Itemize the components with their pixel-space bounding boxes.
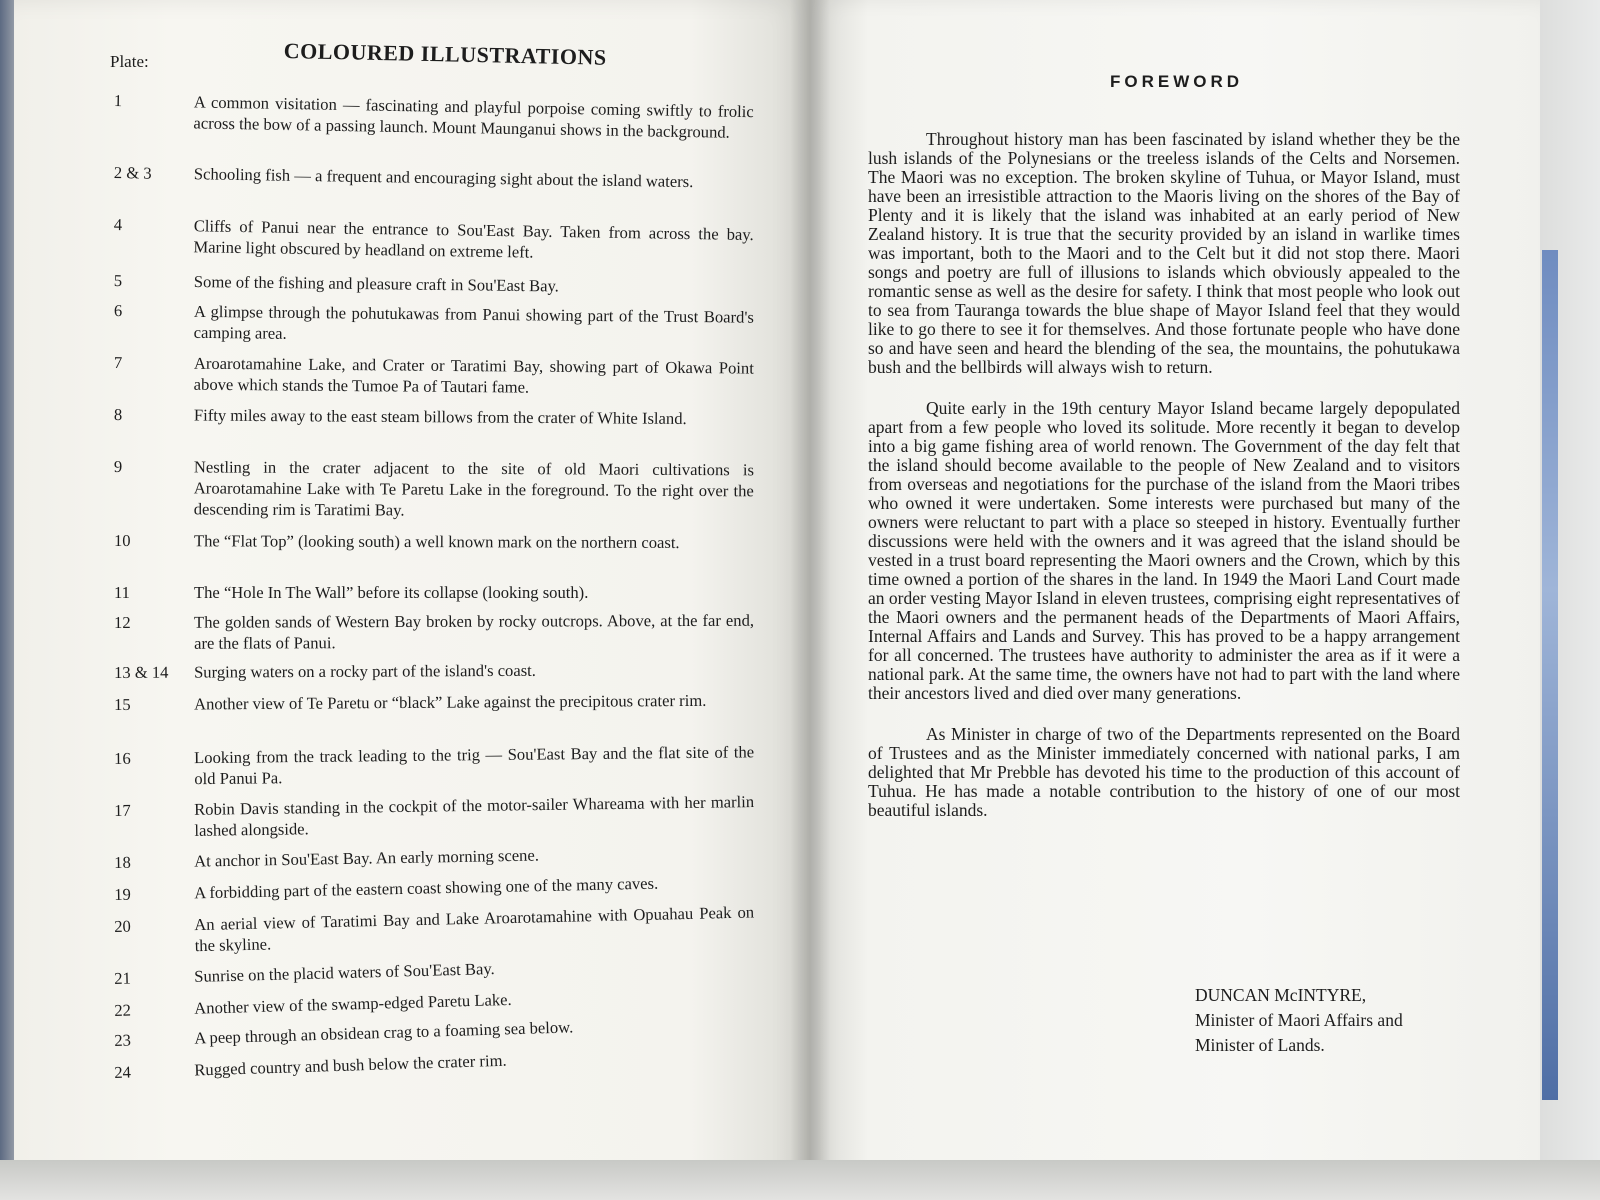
plate-number: 5 xyxy=(113,270,123,291)
signature-name: DUNCAN McINTYRE, xyxy=(1195,985,1367,1005)
plate-description: Schooling fish — a frequent and encouraging sight about the island waters. xyxy=(193,164,694,192)
plate-description: Surging waters on a rocky part of the island's coast. xyxy=(194,660,536,682)
foreword-paragraph-2: Quite early in the 19th century Mayor Island became largely depopulated apart from a few people who loved its solitude. More recently it began to develop into a big game fishing area of world renown. The Government of the day felt that the island should become available to the people of New Zealand and to visitors from overseas and negotiations for the purchase of the island from the Maori tribes who owned it were undertaken. Some interests were purchased but many of the owners were reluctant to part with a place so steeped in history. Eventually further discussions were held with the owners and it was agreed that the island should be vested in a trust board representing the Maori owners and the Crown, which by this time owned a portion of the shares in the land. In 1949 the Maori Land Court made an order vesting Mayor Island in eleven trustees, comprising eight representatives of the Maori owners and the permanent heads of the Departments of Maori Affairs, Internal Affairs and Lands and Survey. This has proved to be a happy arrangement for all concerned. The trustees have authority to administer the area as if it were a national park. At the same time, the owners have not had to part with the land where their ancestors lived and died over many generations. xyxy=(868,398,1460,703)
plate-item xyxy=(113,352,774,397)
table-surface xyxy=(0,1160,1600,1200)
plate-description: The “Hole In The Wall” before its collapse (looking south). xyxy=(194,583,589,602)
plate-description: Rugged country and bush below the crater rim. xyxy=(193,1050,507,1080)
plate-description: Another view of the swamp-edged Paretu Lake. xyxy=(193,989,512,1018)
plate-number: 16 xyxy=(114,748,131,768)
plate-number: 2 & 3 xyxy=(113,162,152,183)
plate-description: The “Flat Top” (looking south) a well known mark on the northern coast. xyxy=(193,531,680,552)
plate-description: A forbidding part of the eastern coast showing one of the many caves. xyxy=(194,873,659,903)
plate-number: 9 xyxy=(113,457,123,477)
plate-item xyxy=(114,659,774,682)
plate-description: A common visitation — fascinating and playful porpoise coming swiftly to frolic across the bow of a passing launch. Mount Maunganui shows in the background. xyxy=(193,92,754,142)
plate-item xyxy=(114,610,774,653)
plate-number: 18 xyxy=(114,852,131,872)
plate-number: 22 xyxy=(114,1000,132,1020)
plate-number: 8 xyxy=(113,404,123,425)
plate-item xyxy=(114,791,774,840)
plate-description: Fifty miles away to the east steam billows from the crater of White Island. xyxy=(193,405,687,428)
plate-list xyxy=(14,0,810,1200)
foreword-title: FOREWORD xyxy=(1110,72,1244,91)
plate-number: 15 xyxy=(114,694,131,714)
illustrations-title: COLOURED ILLUSTRATIONS xyxy=(283,38,607,70)
plate-description: Looking from the track leading to the trig — Sou'East Bay and the flat site of the old Panui Pa. xyxy=(194,742,755,789)
signature-title-2: Minister of Lands. xyxy=(1195,1035,1325,1055)
plate-description: The golden sands of Western Bay broken by rocky outcrops. Above, at the far end, are the flats of Panui. xyxy=(194,610,755,653)
plate-item xyxy=(113,530,774,552)
plate-description: At anchor in Sou'East Bay. An early morning scene. xyxy=(194,845,540,871)
plate-number: 1 xyxy=(113,90,123,111)
plate-description: A peep through an obsidean crag to a foaming sea below. xyxy=(193,1017,574,1048)
plate-item xyxy=(113,270,774,296)
plate-description: Aroarotamahine Lake, and Crater or Taratimi Bay, showing part of Okawa Point above which stands the Tumoe Pa of Tautari fame. xyxy=(193,353,754,397)
plate-description: Another view of Te Paretu or “black” Lake against the precipitous crater rim. xyxy=(194,690,707,714)
plate-item xyxy=(114,870,774,904)
plate-label: Plate: xyxy=(110,52,149,71)
plate-number: 20 xyxy=(114,916,132,936)
plate-item xyxy=(113,456,774,520)
plate-description: An aerial view of Taratimi Bay and Lake Aroarotamahine with Opuahau Peak on the skyline. xyxy=(194,902,755,956)
plate-item xyxy=(113,214,774,262)
plate-description: Robin Davis standing in the cockpit of the motor-sailer Whareama with her marlin lashed alongside. xyxy=(194,792,755,840)
plate-item xyxy=(113,162,774,192)
foreword-paragraph-3: As Minister in charge of two of the Departments represented on the Board of Trustees and as the Minister immediately concerned with national parks, I am delighted that Mr Prebble has devoted his time to the production of this account of Tuhua. He has made a notable contribution to the history of one of our most beautiful islands. xyxy=(868,724,1460,820)
plate-number: 17 xyxy=(114,800,131,820)
plate-item xyxy=(113,404,774,428)
signature-block xyxy=(1195,983,1403,1058)
plate-number: 4 xyxy=(113,214,123,235)
plate-description: Cliffs of Panui near the entrance to Sou'East Bay. Taken from across the bay. Marine light obscured by headland on extreme left. xyxy=(193,216,754,262)
plate-item xyxy=(114,689,774,714)
plate-description: A glimpse through the pohutukawas from Panui showing part of the Trust Board's camping area. xyxy=(193,301,754,343)
plate-number: 10 xyxy=(113,531,131,551)
right-page xyxy=(810,0,1540,1200)
plate-number: 11 xyxy=(114,583,130,602)
plate-number: 23 xyxy=(114,1030,132,1050)
foreword-body xyxy=(868,130,1460,842)
plate-number: 19 xyxy=(114,884,132,904)
signature-title-1: Minister of Maori Affairs and xyxy=(1195,1010,1403,1030)
plate-item xyxy=(113,300,774,343)
foreword-paragraph-1: Throughout history man has been fascinated by island whether they be the lush islands of the Polynesians or the treeless islands of the Celts and Norsemen. The Maori was no exception. The broken skyline of Tuhua, or Mayor Island, must have been an irresistible attraction to the Maoris living on the shores of the Bay of Plenty and it is likely that the island was inhabited at an early period of New Zealand history. It is true that the security provided by an island in warlike times was important, both to the Maori and to the Celt but it did not stop there. Maori songs and poetry are full of illusions to islands which obviously appealed to the romantic sense as well as the desire for safety. I think that most people who look out to sea from Tauranga towards the blue shape of Mayor Island feel that they would like to go there to see it for themselves. And those fortunate people who have done so and have seen and heard the blending of the sea, the mountains, the pohutukawa bush and the bellbirds will always wish to return. xyxy=(868,129,1460,377)
plate-number: 13 & 14 xyxy=(114,662,169,682)
left-page xyxy=(14,0,810,1200)
plate-item xyxy=(114,840,774,872)
plate-description: Some of the fishing and pleasure craft in Sou'East Bay. xyxy=(193,271,560,296)
plate-item xyxy=(114,741,774,789)
book-cover-edge xyxy=(1542,250,1558,1100)
plate-number: 24 xyxy=(114,1062,132,1082)
plate-description: Sunrise on the placid waters of Sou'East Bay. xyxy=(193,959,495,986)
plate-number: 7 xyxy=(113,352,123,373)
plate-description: Nestling in the crater adjacent to the site of old Maori cultivations is Aroarotamahine Lake with Te Paretu Lake in the foreground. To the right over the descending rim is Taratimi Bay. xyxy=(193,457,754,520)
plate-number: 6 xyxy=(113,300,123,321)
plate-number: 12 xyxy=(114,612,131,632)
book-spine-shadow xyxy=(790,0,830,1200)
plate-item xyxy=(114,901,774,956)
plate-number: 21 xyxy=(114,968,132,988)
plate-item xyxy=(113,90,774,142)
